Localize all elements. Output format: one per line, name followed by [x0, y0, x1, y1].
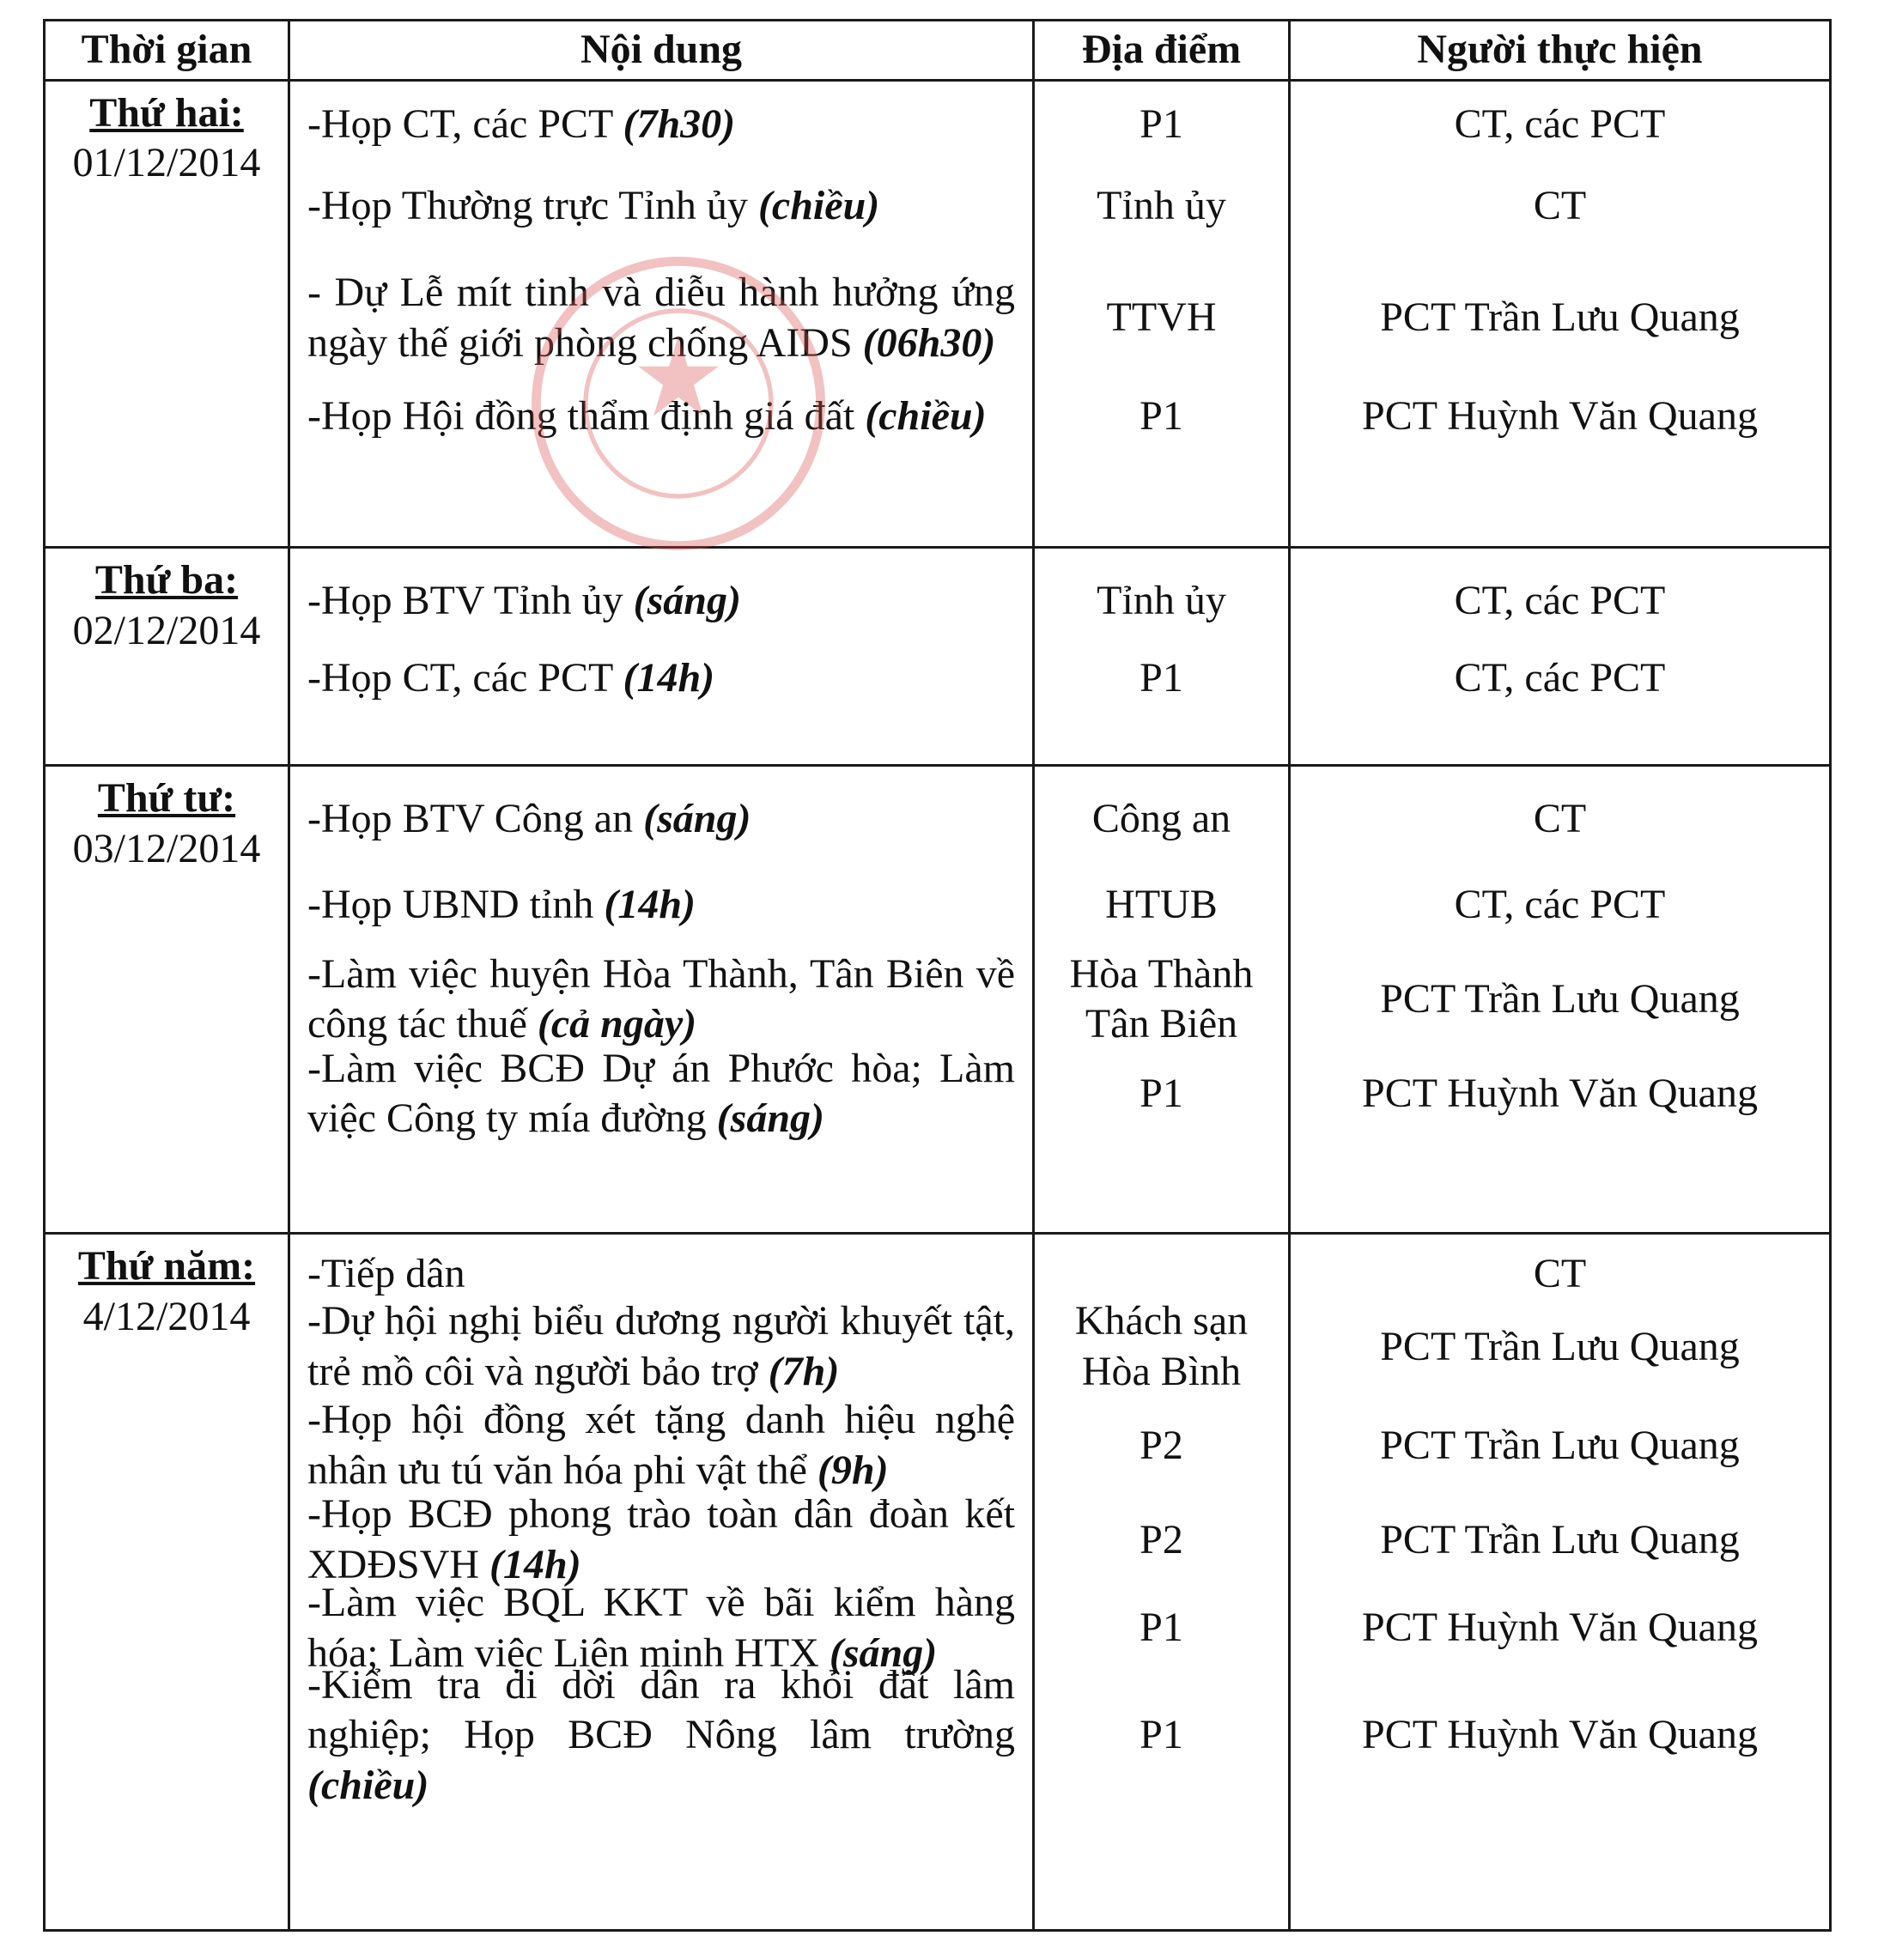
day-cell	[45, 80, 289, 548]
place-item: Tỉnh ủy	[1097, 183, 1226, 229]
day-date: 01/12/2014	[72, 140, 261, 186]
activity-text: -Họp BTV Công an	[307, 795, 634, 841]
place-cell	[1034, 548, 1290, 766]
activity-text: -Họp Thường trực Tỉnh ủy	[307, 183, 748, 229]
place-item: P1	[1140, 393, 1183, 440]
schedule-body	[45, 80, 1831, 1930]
activity-item	[307, 640, 1015, 717]
activity-item	[307, 562, 1015, 640]
person-item: PCT Huỳnh Văn Quang	[1362, 393, 1758, 440]
day-row	[45, 1234, 1831, 1931]
day-name: Thứ năm:	[77, 1243, 256, 1289]
activity-text: -Kiểm tra di dời dân ra khỏi đất lâm nghiệp; Họp BCĐ Nông lâm trường	[307, 1661, 1015, 1758]
activity-item	[307, 1300, 1015, 1394]
activity-time-note: (sáng)	[633, 578, 741, 624]
place-item: Khách sạn Hòa Bình	[1074, 1298, 1249, 1395]
activity-time-note: (06h30)	[862, 319, 996, 366]
place-item: HTUB	[1105, 881, 1218, 927]
activity-text: -Họp Hội đồng thẩm định giá đất	[307, 393, 855, 440]
activity-item	[307, 1661, 1015, 1808]
place-item: P1	[1140, 655, 1183, 701]
activity-item	[307, 1047, 1015, 1141]
schedule-table	[43, 19, 1832, 1932]
activity-item	[307, 952, 1015, 1047]
content-cell	[289, 548, 1034, 766]
day-date: 02/12/2014	[72, 608, 261, 654]
activity-item	[307, 95, 1015, 155]
place-item	[1042, 1248, 1281, 1300]
place-item: P2	[1140, 1422, 1183, 1468]
place-cell	[1034, 1234, 1290, 1931]
day-row	[45, 766, 1831, 1234]
place-cell	[1034, 80, 1290, 548]
activity-item	[307, 1248, 1015, 1300]
header-person: Người thực hiện	[1290, 21, 1831, 81]
activity-item	[307, 1394, 1015, 1497]
day-date: 4/12/2014	[82, 1293, 251, 1339]
day-cell	[45, 766, 289, 1234]
activity-text: -Họp hội đồng xét tặng danh hiệu nghệ nhân ưu tú văn hóa phi vật thể	[307, 1397, 1015, 1494]
activity-item	[307, 258, 1015, 379]
activity-time-note: (chiều)	[307, 1762, 429, 1808]
person-item: CT, các PCT	[1454, 578, 1666, 624]
person-item: PCT Trần Lưu Quang	[1380, 1422, 1740, 1468]
person-item: PCT Trần Lưu Quang	[1380, 1516, 1740, 1563]
activity-time-note: (7h30)	[623, 101, 736, 148]
person-item: CT	[1533, 183, 1587, 229]
activity-time-note: (chiều)	[865, 393, 987, 440]
activity-text: -Làm việc BQL KKT về bãi kiểm hàng hóa; Làm việc Liên minh HTX	[307, 1579, 1015, 1676]
place-item: Công an	[1091, 795, 1231, 841]
activity-time-note: (14h)	[489, 1542, 581, 1588]
activity-time-note: (sáng)	[643, 795, 751, 841]
activity-item	[307, 1491, 1015, 1588]
day-row	[45, 548, 1831, 766]
activity-time-note: (14h)	[604, 881, 696, 927]
activity-time-note: (cả ngày)	[537, 1001, 697, 1047]
person-item: CT, các PCT	[1454, 101, 1666, 148]
activity-time-note: (sáng)	[829, 1629, 938, 1676]
day-cell	[45, 548, 289, 766]
activity-time-note: (9h)	[817, 1447, 889, 1494]
place-item: Tỉnh ủy	[1097, 578, 1226, 624]
person-item: PCT Huỳnh Văn Quang	[1362, 1070, 1758, 1116]
activity-text: -Họp UBND tỉnh	[307, 881, 594, 927]
activity-text: -Họp CT, các PCT	[307, 101, 613, 148]
person-item: PCT Trần Lưu Quang	[1380, 294, 1740, 341]
activity-text: -Dự hội nghị biểu dương người khuyết tật, trẻ mồ côi và người bảo trợ	[307, 1298, 1015, 1395]
activity-item	[307, 858, 1015, 952]
day-name: Thứ ba:	[94, 557, 239, 604]
day-name: Thứ hai:	[89, 89, 244, 136]
person-item: CT	[1533, 1250, 1587, 1296]
person-cell	[1290, 1234, 1831, 1931]
header-time: Thời gian	[45, 21, 289, 81]
place-item: P1	[1140, 101, 1183, 148]
activity-item	[307, 155, 1015, 258]
place-item: P1	[1140, 1070, 1183, 1116]
place-item: TTVH	[1106, 294, 1217, 341]
person-cell	[1290, 548, 1831, 766]
activity-time-note: (sáng)	[716, 1095, 825, 1142]
header-row	[45, 21, 1831, 81]
person-item: PCT Trần Lưu Quang	[1380, 975, 1740, 1022]
person-cell	[1290, 80, 1831, 548]
person-item: CT, các PCT	[1454, 655, 1666, 701]
day-row	[45, 80, 1831, 548]
activity-text: -Họp BCĐ phong trào toàn dân đoàn kết XDĐSVH	[307, 1491, 1015, 1588]
content-cell	[289, 766, 1034, 1234]
place-cell	[1034, 766, 1290, 1234]
activity-item	[307, 780, 1015, 858]
header-place: Địa điểm	[1034, 21, 1290, 81]
person-cell	[1290, 766, 1831, 1234]
content-cell	[289, 80, 1034, 548]
activity-text: -Làm việc huyện Hòa Thành, Tân Biên về công tác thuế	[307, 950, 1015, 1047]
activity-time-note: (14h)	[623, 655, 715, 701]
place-item: P1	[1140, 1605, 1183, 1651]
person-item: CT, các PCT	[1454, 881, 1666, 927]
activity-time-note: (chiều)	[757, 183, 880, 229]
person-item: CT	[1533, 795, 1587, 841]
schedule-sheet	[43, 19, 1829, 1932]
day-name: Thứ tư:	[97, 775, 236, 822]
place-item: Hòa Thành Tân Biên	[1069, 950, 1254, 1047]
activity-item	[307, 379, 1015, 456]
place-item: P2	[1140, 1516, 1183, 1563]
activity-text: -Họp CT, các PCT	[307, 655, 613, 701]
person-item: PCT Huỳnh Văn Quang	[1362, 1605, 1758, 1651]
person-item: PCT Huỳnh Văn Quang	[1362, 1712, 1758, 1758]
place-item: P1	[1140, 1712, 1183, 1758]
activity-text: -Họp BTV Tỉnh ủy	[307, 578, 623, 624]
content-cell	[289, 1234, 1034, 1931]
activity-time-note: (7h)	[768, 1349, 840, 1395]
activity-text: -Tiếp dân	[307, 1250, 465, 1296]
day-cell	[45, 1234, 289, 1931]
activity-text: -Làm việc BCĐ Dự án Phước hòa; Làm việc Công ty mía đường	[307, 1045, 1015, 1142]
day-date: 03/12/2014	[72, 825, 261, 871]
person-item: PCT Trần Lưu Quang	[1380, 1323, 1740, 1369]
header-content: Nội dung	[289, 21, 1034, 81]
activity-text: - Dự Lễ mít tinh và diễu hành hưởng ứng ngày thế giới phòng chống AIDS	[307, 270, 1015, 366]
